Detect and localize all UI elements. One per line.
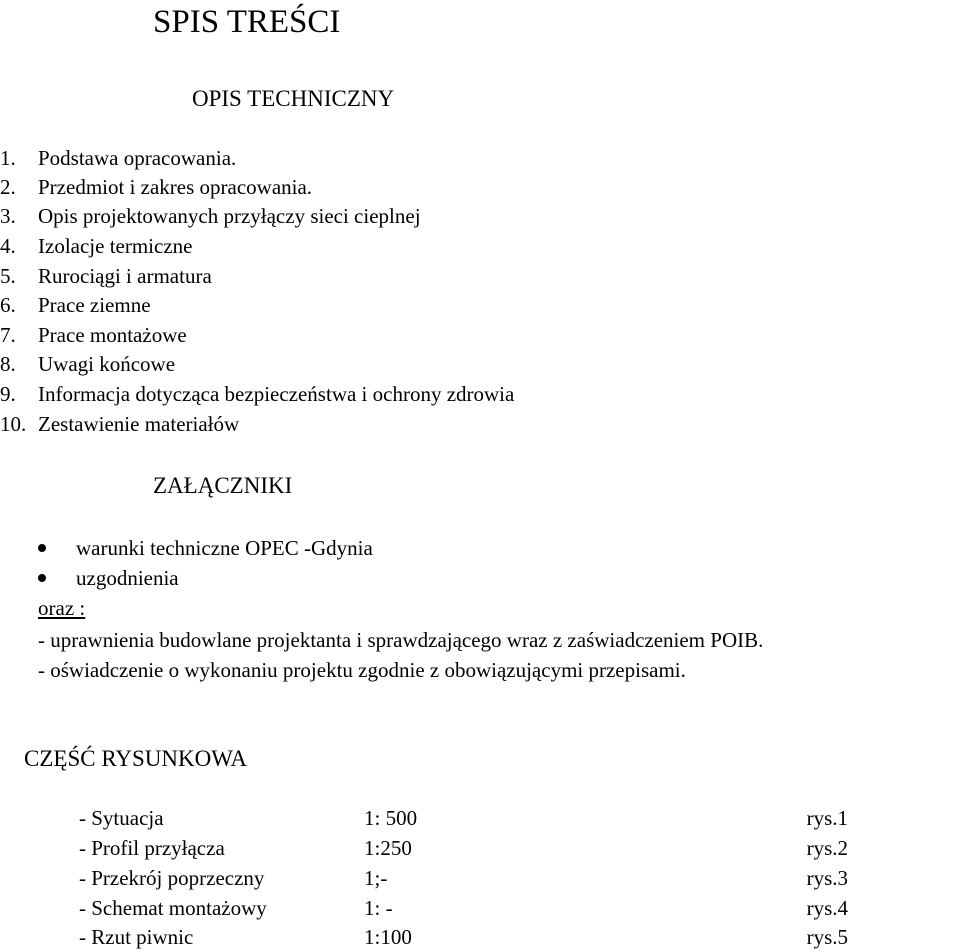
toc-label: Przedmiot i zakres opracowania. (38, 175, 313, 199)
drawing-name: - Rzut piwnic (79, 925, 194, 949)
toc-label: Zestawienie materiałów (38, 412, 240, 436)
drawing-name: - Profil przyłącza (79, 836, 225, 860)
drawing-ref: rys.4 (806, 896, 848, 920)
bullet-label: uzgodnienia (76, 566, 179, 590)
page-title: SPIS TREŚCI (153, 4, 341, 40)
drawing-scale: 1:100 (364, 925, 412, 949)
toc-number: 1. (0, 146, 16, 170)
drawing-name: - Sytuacja (79, 806, 164, 830)
drawing-scale: 1;- (364, 866, 388, 890)
toc-label: Prace montażowe (38, 323, 187, 347)
toc-number: 6. (0, 293, 16, 317)
bullet-icon (38, 544, 46, 552)
toc-item (0, 384, 514, 405)
toc-number: 2. (0, 175, 16, 199)
zalaczniki-heading: ZAŁĄCZNIKI (153, 473, 293, 498)
drawing-ref: rys.3 (806, 866, 848, 890)
toc-item (0, 414, 239, 435)
toc-label: Opis projektowanych przyłączy sieci cieplnej (38, 204, 421, 228)
attachment-line: - oświadczenie o wykonaniu projektu zgodnie z obowiązującymi przepisami. (38, 658, 686, 682)
toc-item (0, 206, 421, 227)
toc-item (0, 295, 151, 316)
drawing-ref: rys.1 (806, 806, 848, 830)
bullet-label: warunki techniczne OPEC -Gdynia (76, 536, 373, 560)
oraz-label: oraz : (38, 596, 86, 620)
toc-item (0, 325, 187, 346)
bullet-item (38, 538, 373, 559)
toc-number: 5. (0, 264, 16, 288)
bullet-icon (38, 574, 46, 582)
toc-label: Uwagi końcowe (38, 352, 176, 376)
drawing-scale: 1: 500 (364, 806, 418, 830)
rysunki-heading: CZĘŚĆ RYSUNKOWA (24, 746, 248, 771)
toc-item (0, 148, 236, 169)
toc-label: Rurociągi i armatura (38, 264, 212, 288)
attachment-line: - uprawnienia budowlane projektanta i sprawdzającego wraz z zaświadczeniem POIB. (38, 628, 764, 652)
drawing-name: - Przekrój poprzeczny (79, 866, 265, 890)
drawing-name: - Schemat montażowy (79, 896, 267, 920)
toc-number: 3. (0, 204, 16, 228)
drawing-scale: 1:250 (364, 836, 412, 860)
toc-number: 10. (0, 412, 27, 436)
drawing-ref: rys.5 (806, 925, 848, 949)
toc-number: 8. (0, 352, 16, 376)
toc-label: Prace ziemne (38, 293, 151, 317)
bullet-item (38, 568, 179, 589)
drawing-scale: 1: - (364, 896, 393, 920)
toc-item (0, 236, 192, 257)
toc-label: Izolacje termiczne (38, 234, 193, 258)
toc-item (0, 177, 312, 198)
opis-heading: OPIS TECHNICZNY (192, 86, 395, 111)
toc-item (0, 266, 212, 287)
toc-item (0, 354, 175, 375)
toc-number: 4. (0, 234, 16, 258)
toc-number: 9. (0, 382, 16, 406)
toc-label: Informacja dotycząca bezpieczeństwa i ochrony zdrowia (38, 382, 515, 406)
toc-number: 7. (0, 323, 16, 347)
drawing-ref: rys.2 (806, 836, 848, 860)
toc-label: Podstawa opracowania. (38, 146, 237, 170)
